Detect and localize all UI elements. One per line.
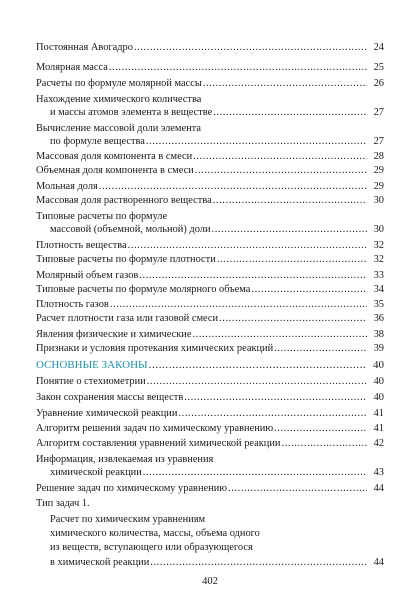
toc-entry	[0, 407, 420, 420]
toc-entry	[0, 497, 420, 510]
toc-line	[36, 253, 384, 266]
toc-line	[50, 527, 384, 540]
toc-page-number: 27	[373, 107, 384, 118]
toc-leader-dots	[178, 407, 367, 420]
toc-entry	[0, 513, 420, 526]
toc-line	[36, 122, 384, 135]
toc-entry-title: Молярная масса	[36, 62, 108, 73]
toc-page-number: 28	[373, 151, 384, 162]
toc-line	[36, 328, 384, 341]
toc-entry-title: в химической реакции	[50, 557, 150, 568]
toc-entry-title: Типовые расчеты по формуле	[36, 211, 168, 222]
toc-page-number: 44	[373, 483, 384, 494]
toc-entry-title: Расчеты по формуле молярной массы	[36, 78, 202, 89]
toc-page-number: 29	[373, 165, 384, 176]
page-number: 402	[202, 576, 218, 587]
toc-page-number: 40	[373, 359, 384, 371]
toc-leader-dots	[147, 375, 367, 388]
toc-entry-title: химического количества, массы, объема одного	[50, 528, 260, 539]
toc-line	[36, 312, 384, 325]
toc-leader-dots	[134, 41, 367, 54]
toc-leader-dots	[139, 269, 367, 282]
toc-leader-dots	[274, 342, 367, 355]
toc-leader-dots	[128, 239, 367, 252]
toc-entry-title: химической реакции	[50, 467, 142, 478]
toc-entry	[0, 253, 420, 266]
toc-line	[36, 342, 384, 355]
toc-leader-dots	[274, 422, 367, 435]
toc-page-number: 27	[373, 136, 384, 147]
toc-entry	[0, 61, 420, 74]
toc-entry-title: Расчет по химическим уравнениям	[50, 514, 206, 525]
toc-entry	[0, 150, 420, 163]
toc-entry-title: и массы атомов элемента в веществе	[50, 107, 213, 118]
toc-line	[36, 164, 384, 177]
toc-entry	[0, 453, 420, 466]
toc-line	[50, 541, 384, 554]
toc-entry-title: Вычисление массовой доли элемента	[36, 123, 201, 134]
toc-entry-title: массовой (объемной, мольной) доли	[50, 224, 211, 235]
toc-page-number: 30	[373, 224, 384, 235]
toc-line	[36, 359, 384, 372]
toc-page-number: 40	[373, 376, 384, 387]
toc-entry-title: Понятие о стехиометрии	[36, 376, 146, 387]
toc-line	[36, 482, 384, 495]
toc-leader-dots	[110, 298, 367, 311]
toc-leader-dots	[212, 223, 367, 236]
toc-entry	[0, 210, 420, 223]
toc-leader-dots	[217, 253, 367, 266]
toc-entry-title: ОСНОВНЫЕ ЗАКОНЫ	[36, 359, 148, 371]
toc-page-number: 35	[373, 299, 384, 310]
toc-page-number: 26	[373, 78, 384, 89]
toc-line	[36, 77, 384, 90]
toc-entry	[0, 239, 420, 252]
toc-entry	[0, 269, 420, 282]
toc-page-number: 38	[373, 329, 384, 340]
toc-leader-dots	[193, 150, 367, 163]
toc-line	[36, 298, 384, 311]
toc-entry-title: Постоянная Авогадро	[36, 42, 133, 53]
toc-page-number: 33	[373, 270, 384, 281]
toc-entry-title: Алгоритм составления уравнений химической реакции	[36, 438, 281, 449]
toc-entry-title: из веществ, вступающего или образующегося	[50, 542, 253, 553]
toc-line	[50, 466, 384, 479]
toc-entry	[0, 135, 420, 148]
toc-entry-title: Информация, извлекаемая из уравнения	[36, 454, 214, 465]
toc-leader-dots	[213, 194, 367, 207]
toc-entry	[0, 223, 420, 236]
toc-entry-title: по формуле вещества	[50, 136, 145, 147]
toc-entry-title: Типовые расчеты по формуле плотности	[36, 254, 216, 265]
toc-entry	[0, 375, 420, 388]
toc-entry-title: Массовая доля компонента в смеси	[36, 151, 193, 162]
toc-entry	[0, 298, 420, 311]
toc-line	[36, 150, 384, 163]
toc-page-number: 41	[373, 408, 384, 419]
toc-line	[36, 283, 384, 296]
toc-leader-dots	[149, 359, 367, 372]
toc-line	[50, 556, 384, 569]
toc-entry-title: Закон сохранения массы веществ	[36, 392, 184, 403]
toc-section-heading	[0, 359, 420, 372]
toc-page-number: 32	[373, 240, 384, 251]
toc-line	[36, 61, 384, 74]
toc-entry	[0, 164, 420, 177]
toc-entry-title: Массовая доля растворенного вещества	[36, 195, 212, 206]
toc-entry-title: Плотность газов	[36, 299, 109, 310]
toc-leader-dots	[150, 556, 367, 569]
toc-leader-dots	[99, 180, 367, 193]
toc-page-number: 32	[373, 254, 384, 265]
toc-leader-dots	[195, 164, 367, 177]
toc-page-number: 39	[373, 343, 384, 354]
toc-leader-dots	[184, 391, 367, 404]
toc-entry	[0, 437, 420, 450]
toc-entry	[0, 342, 420, 355]
toc-leader-dots	[109, 61, 367, 74]
toc-entry	[0, 312, 420, 325]
toc-page-number: 44	[373, 557, 384, 568]
toc-entry-title: Признаки и условия протекания химических реакций	[36, 343, 274, 354]
toc-page-number: 43	[373, 467, 384, 478]
toc-page-number: 36	[373, 313, 384, 324]
toc-entry-title: Решение задач по химическому уравнению	[36, 483, 228, 494]
toc-entry	[0, 283, 420, 296]
toc-entry-title: Алгоритм решения задач по химическому уравнению	[36, 423, 274, 434]
toc-entry	[0, 122, 420, 135]
toc-entry	[0, 106, 420, 119]
toc-entry-title: Явления физические и химические	[36, 329, 192, 340]
toc-leader-dots	[282, 437, 368, 450]
toc-page-number: 29	[373, 181, 384, 192]
toc-line	[36, 407, 384, 420]
toc-entry	[0, 180, 420, 193]
toc-entry-title: Мольная доля	[36, 181, 98, 192]
toc-line	[36, 391, 384, 404]
toc-entry	[0, 466, 420, 479]
toc-entry	[0, 422, 420, 435]
toc-entry-title: Уравнение химической реакции	[36, 408, 178, 419]
toc-entry-title: Молярный объем газов	[36, 270, 139, 281]
toc-leader-dots	[228, 482, 367, 495]
toc-entry	[0, 77, 420, 90]
toc-line	[36, 194, 384, 207]
toc-entry-title: Плотность вещества	[36, 240, 127, 251]
toc-line	[36, 93, 384, 106]
toc-leader-dots	[219, 312, 367, 325]
toc-line	[50, 135, 384, 148]
toc-line	[36, 239, 384, 252]
toc-page-number: 40	[373, 392, 384, 403]
toc-entry	[0, 328, 420, 341]
toc-entry	[0, 541, 420, 554]
toc-line	[36, 269, 384, 282]
toc-line	[36, 437, 384, 450]
toc-leader-dots	[213, 106, 367, 119]
toc-entry-title: Объемная доля компонента в смеси	[36, 165, 194, 176]
toc-entry	[0, 93, 420, 106]
toc-page-number: 34	[373, 284, 384, 295]
toc-page-number: 24	[373, 42, 384, 53]
toc-line	[50, 106, 384, 119]
toc-entry	[0, 41, 420, 54]
toc-leader-dots	[203, 77, 367, 90]
toc-line	[36, 453, 384, 466]
toc-line	[36, 497, 384, 510]
toc-leader-dots	[143, 466, 367, 479]
toc-entry	[0, 391, 420, 404]
toc-line	[36, 41, 384, 54]
toc-line	[36, 180, 384, 193]
toc-page-number: 41	[373, 423, 384, 434]
toc-entry-title: Нахождение химического количества	[36, 94, 202, 105]
toc-entry	[0, 194, 420, 207]
toc-line	[36, 422, 384, 435]
toc-entry-title: Тип задач 1.	[36, 498, 90, 509]
toc-leader-dots	[146, 135, 367, 148]
toc-leader-dots	[251, 283, 367, 296]
toc-page-number: 25	[373, 62, 384, 73]
toc-entry	[0, 482, 420, 495]
toc-entry-title: Расчет плотности газа или газовой смеси	[36, 313, 219, 324]
toc-entry-title: Типовые расчеты по формуле молярного объема	[36, 284, 251, 295]
toc-line	[50, 513, 384, 526]
toc-leader-dots	[192, 328, 367, 341]
toc-line	[50, 223, 384, 236]
toc-entry	[0, 527, 420, 540]
toc-line	[36, 375, 384, 388]
toc-line	[36, 210, 384, 223]
toc-page-number: 30	[373, 195, 384, 206]
toc-page-number: 42	[373, 438, 384, 449]
toc-entry	[0, 556, 420, 569]
